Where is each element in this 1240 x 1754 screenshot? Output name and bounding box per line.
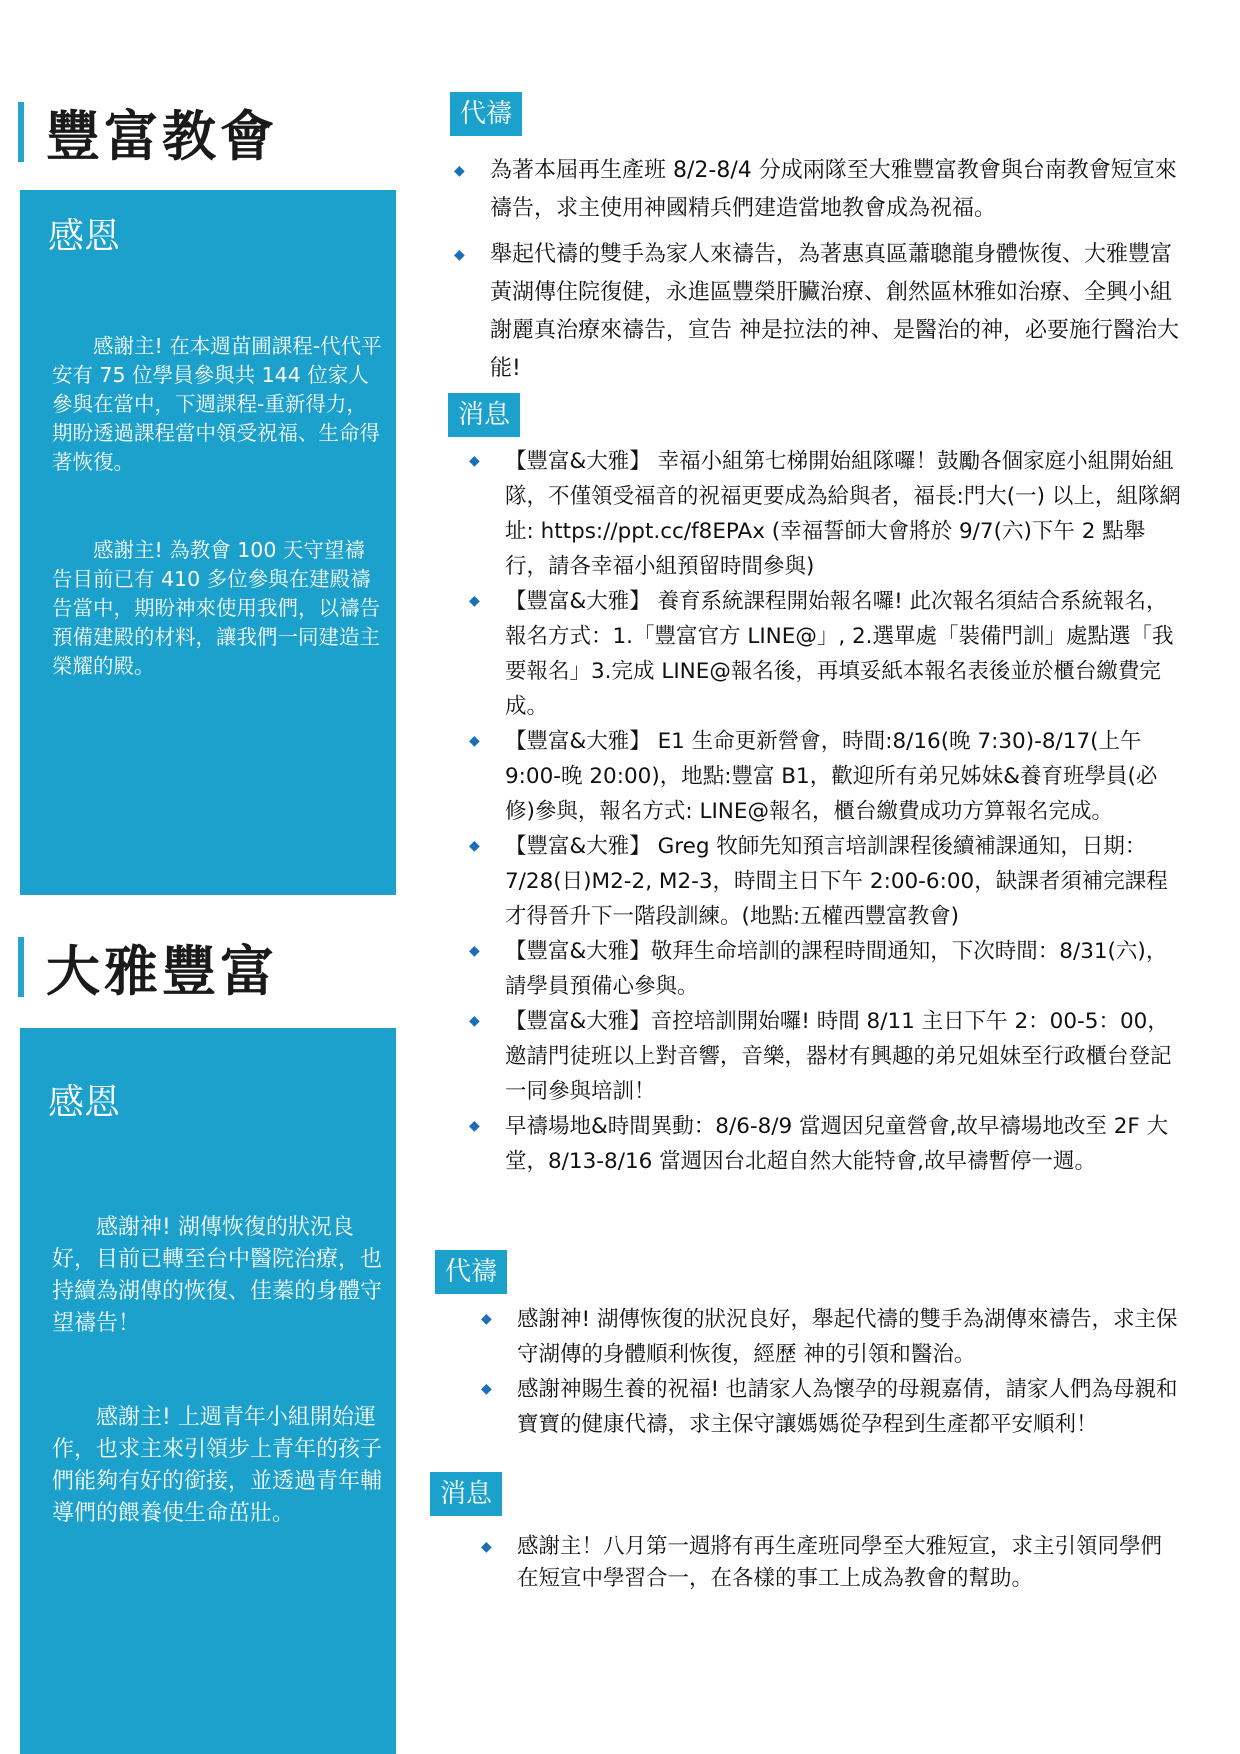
list-item: ◆ 舉起代禱的雙手為家人來禱告，為著惠真區蕭聰龍身體恢復、大雅豐富黃湖傳住院復健，永進區豐榮肝臟治療、創然區林雅如治療、全興小組謝麗真治療來禱告，宣告 神是拉法的神、是醫治的神，必要施行醫治大能! — [490, 236, 1182, 388]
list-item: ◆ 感謝神賜生養的祝福! 也請家人為懷孕的母親嘉倩，請家人們為母親和寶寶的健康代禱，求主保守讓媽媽從孕程到生產都平安順利！ — [517, 1372, 1182, 1442]
diamond-icon: ◆ — [469, 943, 480, 959]
church-title-text: 大雅豐富 — [46, 939, 278, 1003]
panel-paragraph: 感謝主! 在本週苗圃課程-代代平安有 75 位學員參與共 144 位家人參與在當中，下週課程-重新得力，期盼透過課程當中領受祝福、生命得著恢復。 — [52, 334, 382, 474]
gratitude-panel-fengfu — [20, 190, 396, 895]
list-item: ◆ 【豐富&大雅】 幸福小組第七梯開始組隊囉！鼓勵各個家庭小組開始組隊，不僅領受福音的祝福更要成為給與者，福長:門大(一) 以上，組隊網址: https://ppt.cc/f8EPAx (幸福誓師大會將於 9/7(六)下午 2 點舉行，請各幸福小組預留時間參與) — [505, 444, 1183, 584]
diamond-icon: ◆ — [469, 733, 480, 749]
intercession-tag: 代禱 — [435, 1250, 507, 1294]
diamond-icon: ◆ — [481, 1381, 492, 1397]
diamond-icon: ◆ — [469, 453, 480, 469]
diamond-icon: ◆ — [481, 1311, 492, 1327]
panel-paragraph: 感謝神! 湖傳恢復的狀況良好，目前已轉至台中醫院治療，也持續為湖傳的恢復、佳蓁的身體守望禱告！ — [52, 1215, 383, 1336]
diamond-icon: ◆ — [454, 163, 465, 179]
list-item: ◆ 早禱場地&時間異動：8/6-8/9 當週因兒童營會,故早禱場地改至 2F 大堂，8/13-8/16 當週因台北超自然大能特會,故早禱暫停一週。 — [505, 1109, 1183, 1179]
title-accent-bar — [18, 937, 24, 997]
panel-paragraph: 感謝主! 為教會 100 天守望禱告目前已有 410 多位參與在建殿禱告當中，期盼神來使用我們，以禱告預備建殿的材料，讓我們一同建造主榮耀的殿。 — [52, 538, 380, 678]
news-list — [469, 444, 1183, 1179]
diamond-icon: ◆ — [469, 1013, 480, 1029]
intercession-list — [454, 152, 1182, 396]
diamond-icon: ◆ — [469, 838, 480, 854]
panel-heading: 感恩 — [48, 1082, 121, 1123]
list-item: ◆ 感謝主！八月第一週將有再生產班同學至大雅短宣，求主引領同學們在短宣中學習合一，在各樣的事工上成為教會的幫助。 — [517, 1531, 1182, 1595]
gratitude-panel-daya — [20, 1028, 396, 1754]
diamond-icon: ◆ — [481, 1539, 492, 1555]
panel-paragraph: 感謝主! 上週青年小組開始運作，也求主來引領步上青年的孩子們能夠有好的銜接，並透過青年輔導們的餵養使生命茁壯。 — [52, 1405, 383, 1526]
church-title-daya — [18, 932, 278, 1002]
list-item: ◆ 【豐富&大雅】敬拜生命培訓的課程時間通知，下次時間：8/31(六)，請學員預備心參與。 — [505, 934, 1183, 1004]
diamond-icon: ◆ — [469, 593, 480, 609]
church-title-text: 豐富教會 — [46, 104, 278, 168]
list-item: ◆ 【豐富&大雅】音控培訓開始囉! 時間 8/11 主日下午 2：00-5：00，邀請門徒班以上對音響，音樂，器材有興趣的弟兄姐妹至行政櫃台登記一同參與培訓！ — [505, 1004, 1183, 1109]
list-item: ◆ 【豐富&大雅】 養育系統課程開始報名囉! 此次報名須結合系統報名，報名方式：1.「豐富官方 LINE@」, 2.選單處「裝備門訓」處點選「我要報名」3.完成 LINE@報名後，再填妥紙本報名表後並於櫃台繳費完成。 — [505, 584, 1183, 724]
news-tag: 消息 — [430, 1472, 502, 1516]
intercession-tag: 代禱 — [450, 92, 522, 136]
list-item: ◆ 感謝神! 湖傳恢復的狀況良好，舉起代禱的雙手為湖傳來禱告，求主保守湖傳的身體順利恢復，經歷 神的引領和醫治。 — [517, 1302, 1182, 1372]
news-tag: 消息 — [448, 393, 520, 437]
title-accent-bar — [18, 102, 24, 162]
intercession-list — [481, 1302, 1182, 1442]
list-item: ◆ 【豐富&大雅】 E1 生命更新營會，時間:8/16(晚 7:30)-8/17(上午 9:00-晚 20:00)，地點:豐富 B1，歡迎所有弟兄姊妹&養育班學員(必修)參與，報名方式: LINE@報名，櫃台繳費成功方算報名完成。 — [505, 724, 1183, 829]
list-item: ◆ 為著本屆再生產班 8/2-8/4 分成兩隊至大雅豐富教會與台南教會短宣來禱告，求主使用神國精兵們建造當地教會成為祝福。 — [490, 152, 1182, 228]
panel-heading: 感恩 — [48, 216, 121, 257]
church-title-fengfu — [18, 97, 278, 167]
diamond-icon: ◆ — [454, 247, 465, 263]
list-item: ◆ 【豐富&大雅】 Greg 牧師先知預言培訓課程後續補課通知，日期：7/28(日)M2-2, M2-3，時間主日下午 2:00-6:00，缺課者須補完課程才得晉升下一階段訓練。(地點:五權西豐富教會) — [505, 829, 1183, 934]
diamond-icon: ◆ — [469, 1118, 480, 1134]
news-list — [481, 1531, 1182, 1595]
